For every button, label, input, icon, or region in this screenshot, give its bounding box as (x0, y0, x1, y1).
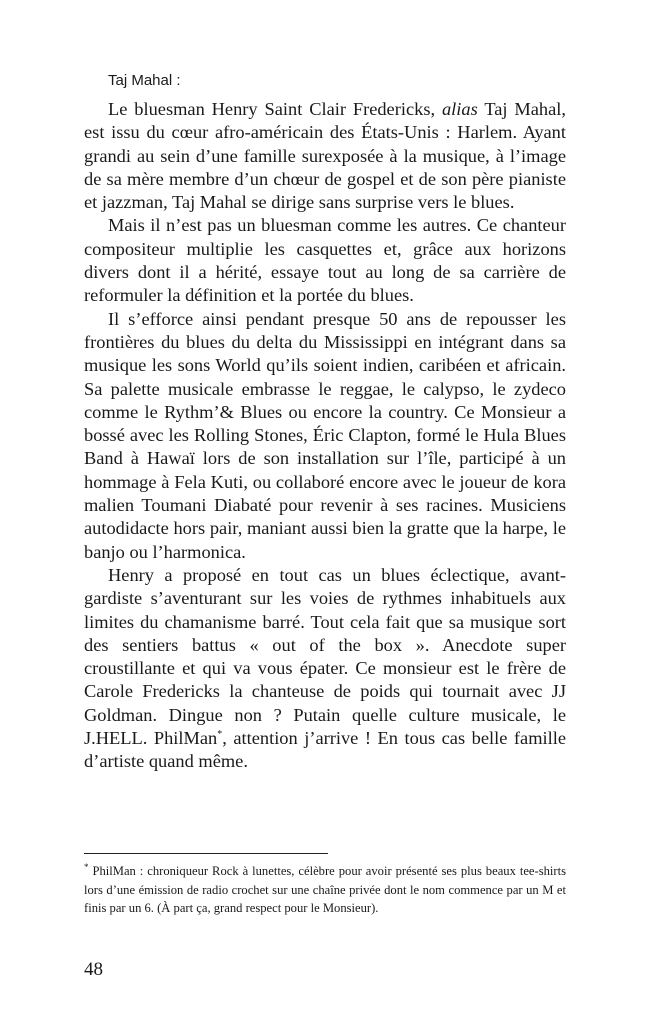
alias-italic: alias (441, 99, 478, 119)
footnote-reference[interactable]: * (217, 728, 223, 740)
footnote (84, 862, 566, 918)
footnote-text: PhilMan : chroniqueur Rock à lunettes, célèbre pour avoir présenté ses plus beaux tee-shirts lors d’une émission de radio crochet sur une chaîne privée dont le nom commence par un M et finis par un 6. (À part ça, grand respect pour le Monsieur). (84, 864, 566, 915)
page-number: 48 (84, 959, 103, 980)
paragraph-4 (84, 564, 566, 774)
footnote-mark: * (84, 861, 89, 872)
page-body (84, 70, 566, 774)
footnote-divider (84, 853, 328, 854)
paragraph-4-rest: , attention j’arrive ! En tous cas belle famille d’artiste quand même. (84, 728, 566, 772)
paragraph-2: Mais il n’est pas un bluesman comme les autres. Ce chanteur compositeur multiplie les casquettes et, grâce aux horizons divers dont il a hérité, essaye tout au long de sa carrière de reformuler la définition et la portée du blues. (84, 215, 566, 306)
paragraph-1-start: Le bluesman Henry Saint Clair Fredericks, (108, 99, 436, 119)
paragraph-1 (84, 98, 566, 214)
section-heading: Taj Mahal : (108, 72, 181, 89)
paragraph-4-start: Henry a proposé en tout cas un blues éclectique, avant-gardiste s’aventurant sur les voies de rythmes inhabituels aux limites du chamanisme barré. Tout cela fait que sa musique sort des sentiers battus « out of the box ». Anecdote super croustillante et qui va vous épater. Ce monsieur est le frère de Carole Fredericks la chanteuse de poids qui tournait avec JJ Goldman. Dingue non ? Putain quelle culture musicale, le J.HELL. PhilMan (84, 564, 566, 749)
paragraph-1-rest: Taj Mahal, est issu du cœur afro-américain des États-Unis : Harlem. Ayant grandi au sein d’une famille surexposée à la musique, à l’image de sa mère membre d’un chœur de gospel et de son père pianiste et jazzman, Taj Mahal se dirige sans surprise vers le blues. (84, 99, 567, 213)
paragraph-3: Il s’efforce ainsi pendant presque 50 ans de repousser les frontières du blues du delta du Mississippi en intégrant dans sa musique les sons World qu’ils soient indien, caribéen et africain. Sa palette musicale embrasse le reggae, le calypso, le zydeco comme le Rythm’& Blues ou encore la country. Ce Monsieur a bossé avec les Rolling Stones, Éric Clapton, formé le Hula Blues Band à Hawaï lors de son installation sur l’île, participé à un hommage à Fela Kuti, ou collaboré encore avec le joueur de kora malien Toumani Diabaté pour revenir à ses racines. Musiciens autodidacte hors pair, maniant aussi bien la gratte que la harpe, le banjo ou l’harmonica. (84, 308, 566, 562)
